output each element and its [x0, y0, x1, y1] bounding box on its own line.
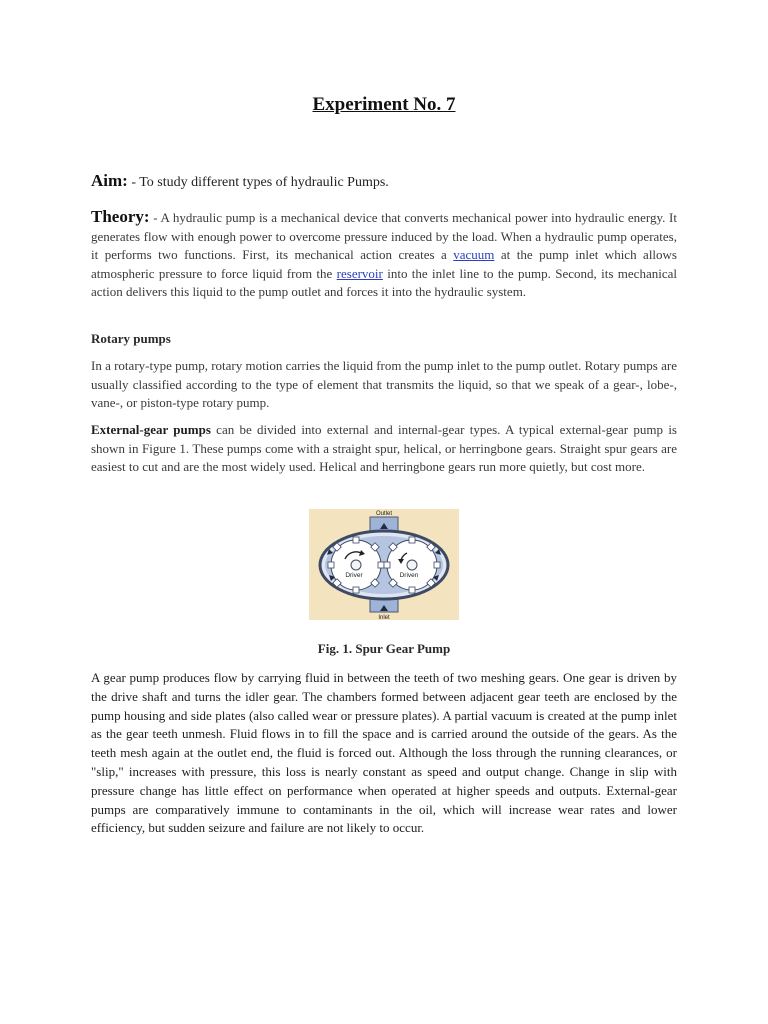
theory-paragraph [91, 208, 677, 302]
reservoir-link[interactable]: reservoir [336, 265, 383, 281]
external-gear-lead: External-gear pumps [91, 422, 211, 437]
rotary-paragraph: In a rotary-type pump, rotary motion carries the liquid from the pump inlet to the pump outlet. Rotary pumps are usually classified according to the type of element that transmits the liquid, so that we speak of a gear-, lobe-, vane-, or piston-type rotary pump. [91, 358, 677, 411]
theory-text-1: - A hydraulic pump is a mechanical device that converts mechanical power into hydraulic energy. It generates flow with enough power to overcome pressure induced by the load. When a hydraulic pump operates, it performs two functions. First, its mechanical action creates a [91, 210, 677, 263]
aim-text: - To study different types of hydraulic Pumps. [127, 175, 389, 190]
vacuum-link[interactable]: vacuum [453, 247, 495, 263]
external-gear-text: can be divided into external and internal-gear types. A typical external-gear pump is shown in Figure 1. These pumps come with a straight spur, helical, or herringbone gears. Straight spur gears are easiest to cut and are the most widely used. Helical and herringbone gears run more quietly, but cost more. [91, 422, 677, 475]
figure-label-inlet: Inlet [378, 615, 390, 620]
figure-caption: Fig. 1. Spur Gear Pump [317, 641, 451, 656]
rotary-pumps-heading: Rotary pumps [91, 331, 171, 346]
figure-label-driver: Driver [345, 572, 363, 579]
spur-gear-pump-figure [309, 509, 459, 620]
theory-text-3: into the inlet line to the pump. Second, its mechanical action delivers this liquid to the pump outlet and forces it into the hydraulic system. [91, 265, 677, 300]
driven-shaft [407, 560, 417, 570]
figure-label-outlet: Outlet [375, 511, 393, 517]
driven-gear [384, 537, 440, 593]
gear-pump-paragraph: A gear pump produces flow by carrying fluid in between the teeth of two meshing gears. One gear is driven by the drive shaft and turns the idler gear. The chambers formed between adjacent gear teeth are enclosed by the pump housing and side plates (also called wear or pressure plates). A partial vacuum is created at the pump inlet as the gear teeth unmesh. Fluid flows in to fill the space and is carried around the outside of the gears. As the teeth mesh again at the outlet end, the fluid is forced out. Although the loss through the running clearances, or "slip," increases with pressure, this loss is nearly constant as speed and output change. Change in slip with pressure change has little effect on performance when operated at higher speeds and outputs. External-gear pumps are comparatively immune to contaminants in the oil, which will increase wear rates and lower efficiency, but sudden seizure and failure are not likely to occur. [91, 670, 677, 836]
theory-text-2: at the pump inlet which allows atmospheric pressure to force liquid from the [91, 247, 677, 281]
aim-label: Aim: [91, 171, 128, 190]
figure-label-driven: Driven [399, 572, 419, 579]
page-title: Experiment No. 7 [312, 94, 456, 115]
driver-gear [328, 537, 384, 593]
theory-label: Theory: [91, 207, 150, 226]
aim-line [91, 171, 677, 191]
driver-shaft [351, 560, 361, 570]
external-gear-paragraph [91, 421, 677, 477]
